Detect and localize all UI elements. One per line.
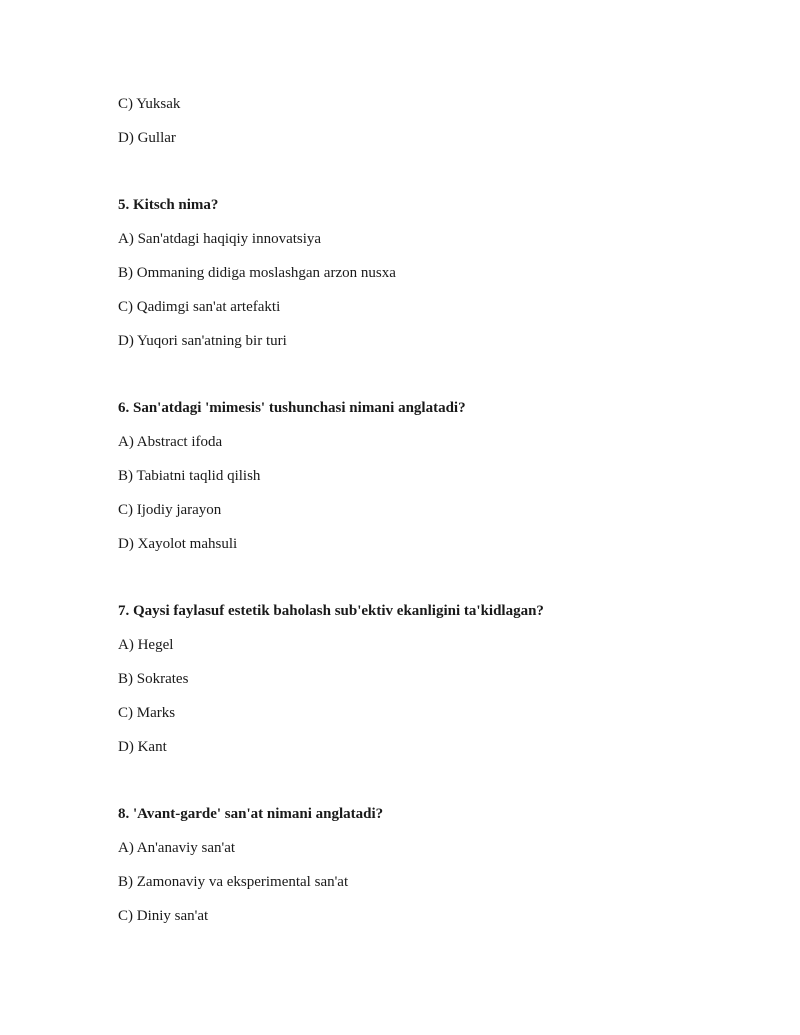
question-6-option-b: B) Tabiatni taqlid qilish <box>118 468 261 484</box>
option-d: D) Gullar <box>118 130 176 146</box>
question-6-title: 6. San'atdagi 'mimesis' tushunchasi nimani anglatadi? <box>118 400 466 416</box>
question-5-option-c: C) Qadimgi san'at artefakti <box>118 299 281 315</box>
option-c: C) Yuksak <box>118 96 181 112</box>
question-5-option-a: A) San'atdagi haqiqiy innovatsiya <box>118 231 322 247</box>
question-8-title: 8. 'Avant-garde' san'at nimani anglatadi? <box>118 806 384 822</box>
question-8-option-b: B) Zamonaviy va eksperimental san'at <box>118 874 349 890</box>
question-7-title: 7. Qaysi faylasuf estetik baholash sub'ektiv ekanligini ta'kidlagan? <box>118 603 544 619</box>
question-7-option-a: A) Hegel <box>118 637 174 653</box>
question-5-option-d: D) Yuqori san'atning bir turi <box>118 333 287 349</box>
question-5-option-b: B) Ommaning didiga moslashgan arzon nusxa <box>118 265 396 281</box>
question-7-option-b: B) Sokrates <box>118 671 189 687</box>
question-8-option-a: A) An'anaviy san'at <box>118 840 236 856</box>
question-8-option-c: C) Diniy san'at <box>118 908 209 924</box>
question-6-option-c: C) Ijodiy jarayon <box>118 502 222 518</box>
question-7-option-c: C) Marks <box>118 705 176 721</box>
question-6-option-a: A) Abstract ifoda <box>118 434 223 450</box>
question-5-title: 5. Kitsch nima? <box>118 197 219 213</box>
question-6-option-d: D) Xayolot mahsuli <box>118 536 238 552</box>
question-7-option-d: D) Kant <box>118 739 167 755</box>
